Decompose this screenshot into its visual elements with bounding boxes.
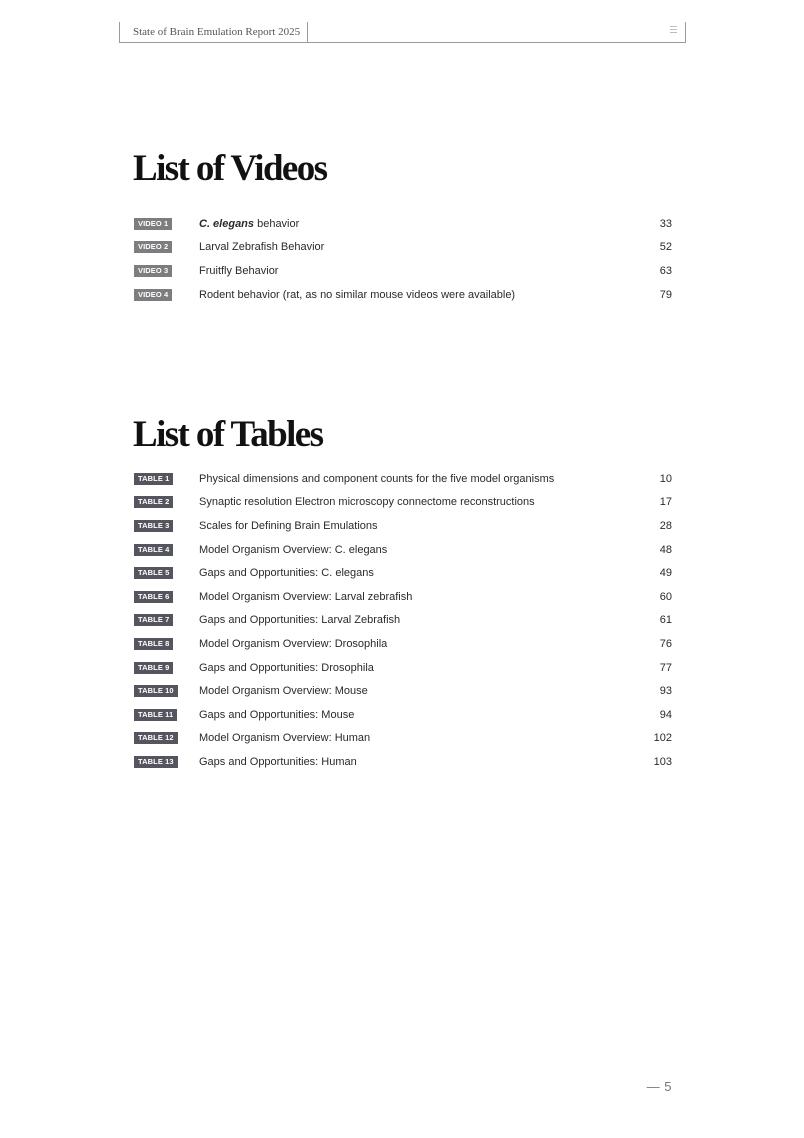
table-badge: TABLE 11 [134,709,177,721]
report-title: State of Brain Emulation Report 2025 [120,22,308,42]
video-label: C. elegans behavior [199,217,300,230]
page-ref: 10 [659,472,672,485]
table-entry[interactable] [134,656,672,680]
table-badge: TABLE 3 [134,520,173,532]
running-header [119,22,686,43]
table-entry[interactable] [134,703,672,727]
table-label: Gaps and Opportunities: Human [199,755,357,768]
videos-list [134,212,672,306]
video-badge: VIDEO 3 [134,265,172,277]
page-ref: 79 [659,288,672,301]
table-entry[interactable] [134,585,672,609]
video-badge: VIDEO 2 [134,241,172,253]
table-label: Model Organism Overview: Larval zebrafish [199,590,413,603]
page-ref: 33 [659,217,672,230]
table-badge: TABLE 6 [134,591,173,603]
table-entry[interactable] [134,561,672,585]
page-ref: 49 [659,567,672,580]
video-label: Fruitfly Behavior [199,264,279,277]
table-label: Scales for Defining Brain Emulations [199,519,378,532]
table-badge: TABLE 12 [134,732,178,744]
table-badge: TABLE 7 [134,614,173,626]
videos-heading: List of Videos [133,148,327,189]
video-entry[interactable] [134,259,672,283]
page-ref: 48 [659,543,672,556]
table-entry[interactable] [134,727,672,751]
table-label: Gaps and Opportunities: Drosophila [199,661,374,674]
page-ref: 28 [659,519,672,532]
table-label: Synaptic resolution Electron microscopy connectome reconstructions [199,496,535,509]
page-ref: 52 [659,241,672,254]
tables-heading: List of Tables [133,414,323,455]
table-label: Gaps and Opportunities: Mouse [199,708,355,721]
table-label: Gaps and Opportunities: Larval Zebrafish [199,614,401,627]
video-badge: VIDEO 4 [134,289,172,301]
table-badge: TABLE 2 [134,496,173,508]
table-badge: TABLE 13 [134,756,178,768]
species-name: C. elegans [199,217,255,230]
table-entry[interactable] [134,679,672,703]
hamburger-menu-icon[interactable] [670,26,677,34]
tables-list [134,467,672,774]
table-badge: TABLE 10 [134,685,178,697]
page-ref: 17 [659,496,672,509]
table-entry[interactable] [134,514,672,538]
table-label: Physical dimensions and component counts for the five model organisms [199,472,555,485]
table-label: Gaps and Opportunities: C. elegans [199,567,374,580]
table-badge: TABLE 5 [134,567,173,579]
page-ref: 102 [653,732,672,745]
page-number: — 5 [646,1079,672,1094]
video-entry[interactable] [134,236,672,260]
video-badge: VIDEO 1 [134,218,172,230]
page-ref: 61 [659,614,672,627]
video-entry[interactable] [134,212,672,236]
page-ref: 77 [659,661,672,674]
table-label: Model Organism Overview: Human [199,732,371,745]
video-entry[interactable] [134,283,672,307]
video-label: Larval Zebrafish Behavior [199,241,325,254]
page-ref: 103 [653,755,672,768]
video-label: Rodent behavior (rat, as no similar mouse videos were available) [199,288,516,301]
table-entry[interactable] [134,750,672,774]
table-badge: TABLE 4 [134,544,173,556]
table-badge: TABLE 1 [134,473,173,485]
table-entry[interactable] [134,609,672,633]
table-badge: TABLE 9 [134,662,173,674]
table-label: Model Organism Overview: C. elegans [199,543,388,556]
table-badge: TABLE 8 [134,638,173,650]
table-entry[interactable] [134,538,672,562]
table-label: Model Organism Overview: Drosophila [199,637,388,650]
page-ref: 94 [659,708,672,721]
page-ref: 63 [659,264,672,277]
page-ref: 76 [659,637,672,650]
table-label: Model Organism Overview: Mouse [199,685,368,698]
table-entry[interactable] [134,632,672,656]
page-ref: 60 [659,590,672,603]
table-entry[interactable] [134,491,672,515]
table-entry[interactable] [134,467,672,491]
page-ref: 93 [659,685,672,698]
